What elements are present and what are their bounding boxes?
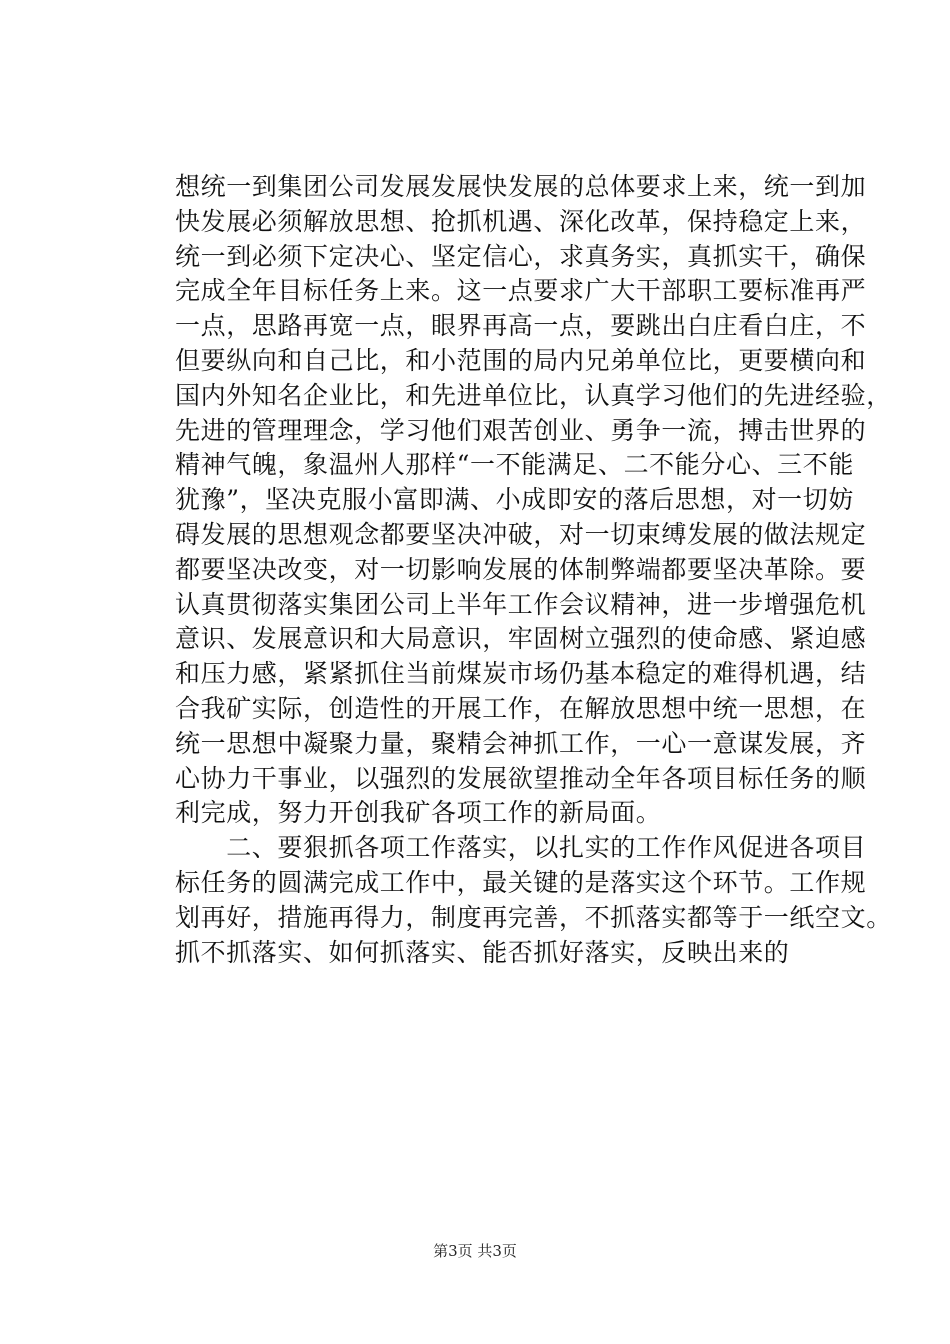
page-number-label: 第3页 共3页 [433,1242,517,1260]
text-line-4: 完成全年目标任务上来。这一点要求广大干部职工要标准再严 [175,276,867,306]
text-line-11: 碍发展的思想观念都要坚决冲破，对一切束缚发展的做法规定 [175,519,867,549]
text-line-12: 都要坚决改变，对一切影响发展的体制弊端都要坚决革除。要 [175,554,867,584]
text-line-13: 认真贯彻落实集团公司上半年工作会议精神，进一步增强危机 [175,589,867,619]
text-line-16: 合我矿实际，创造性的开展工作，在解放思想中统一思想，在 [175,693,867,723]
text-line-9: 精神气魄，象温州人那样“一不能满足、二不能分心、三不能 [175,450,854,480]
text-line-15: 和压力感，紧紧抓住当前煤炭市场仍基本稳定的难得机遇，结 [175,659,867,689]
text-line-17: 统一思想中凝聚力量，聚精会神抓工作，一心一意谋发展，齐 [175,728,867,758]
text-line-20: 二、要狠抓各项工作落实，以扎实的工作作风促进各项目 [175,833,867,863]
text-line-19: 利完成，努力开创我矿各项工作的新局面。 [175,798,662,828]
text-line-21: 标任务的圆满完成工作中，最关键的是落实这个环节。工作规 [175,867,867,897]
text-line-3: 统一到必须下定决心、坚定信心，求真务实，真抓实干，确保 [175,241,867,271]
text-line-6: 但要纵向和自己比，和小范围的局内兄弟单位比，更要横向和 [175,345,867,375]
text-line-22: 划再好，措施再得力，制度再完善，不抓落实都等于一纸空文。 [175,902,892,932]
text-line-2: 快发展必须解放思想、抢抓机遇、深化改革，保持稳定上来， [175,206,867,236]
text-line-8: 先进的管理理念，学习他们艰苦创业、勇争一流，搏击世界的 [175,415,867,445]
text-line-23: 抓不抓落实、如何抓落实、能否抓好落实，反映出来的 [175,937,790,967]
text-line-10: 犹豫”，坚决克服小富即满、小成即安的落后思想，对一切妨 [175,485,854,515]
body-text [175,170,892,970]
text-line-5: 一点，思路再宽一点，眼界再高一点，要跳出白庄看白庄，不 [175,311,867,341]
text-line-7: 国内外知名企业比，和先进单位比，认真学习他们的先进经验， [175,380,892,410]
text-line-18: 心协力干事业，以强烈的发展欲望推动全年各项目标任务的顺 [175,763,867,793]
page-footer [0,1241,950,1261]
text-line-14: 意识、发展意识和大局意识，牢固树立强烈的使命感、紧迫感 [175,624,867,654]
text-line-1: 想统一到集团公司发展发展快发展的总体要求上来，统一到加 [175,172,867,201]
